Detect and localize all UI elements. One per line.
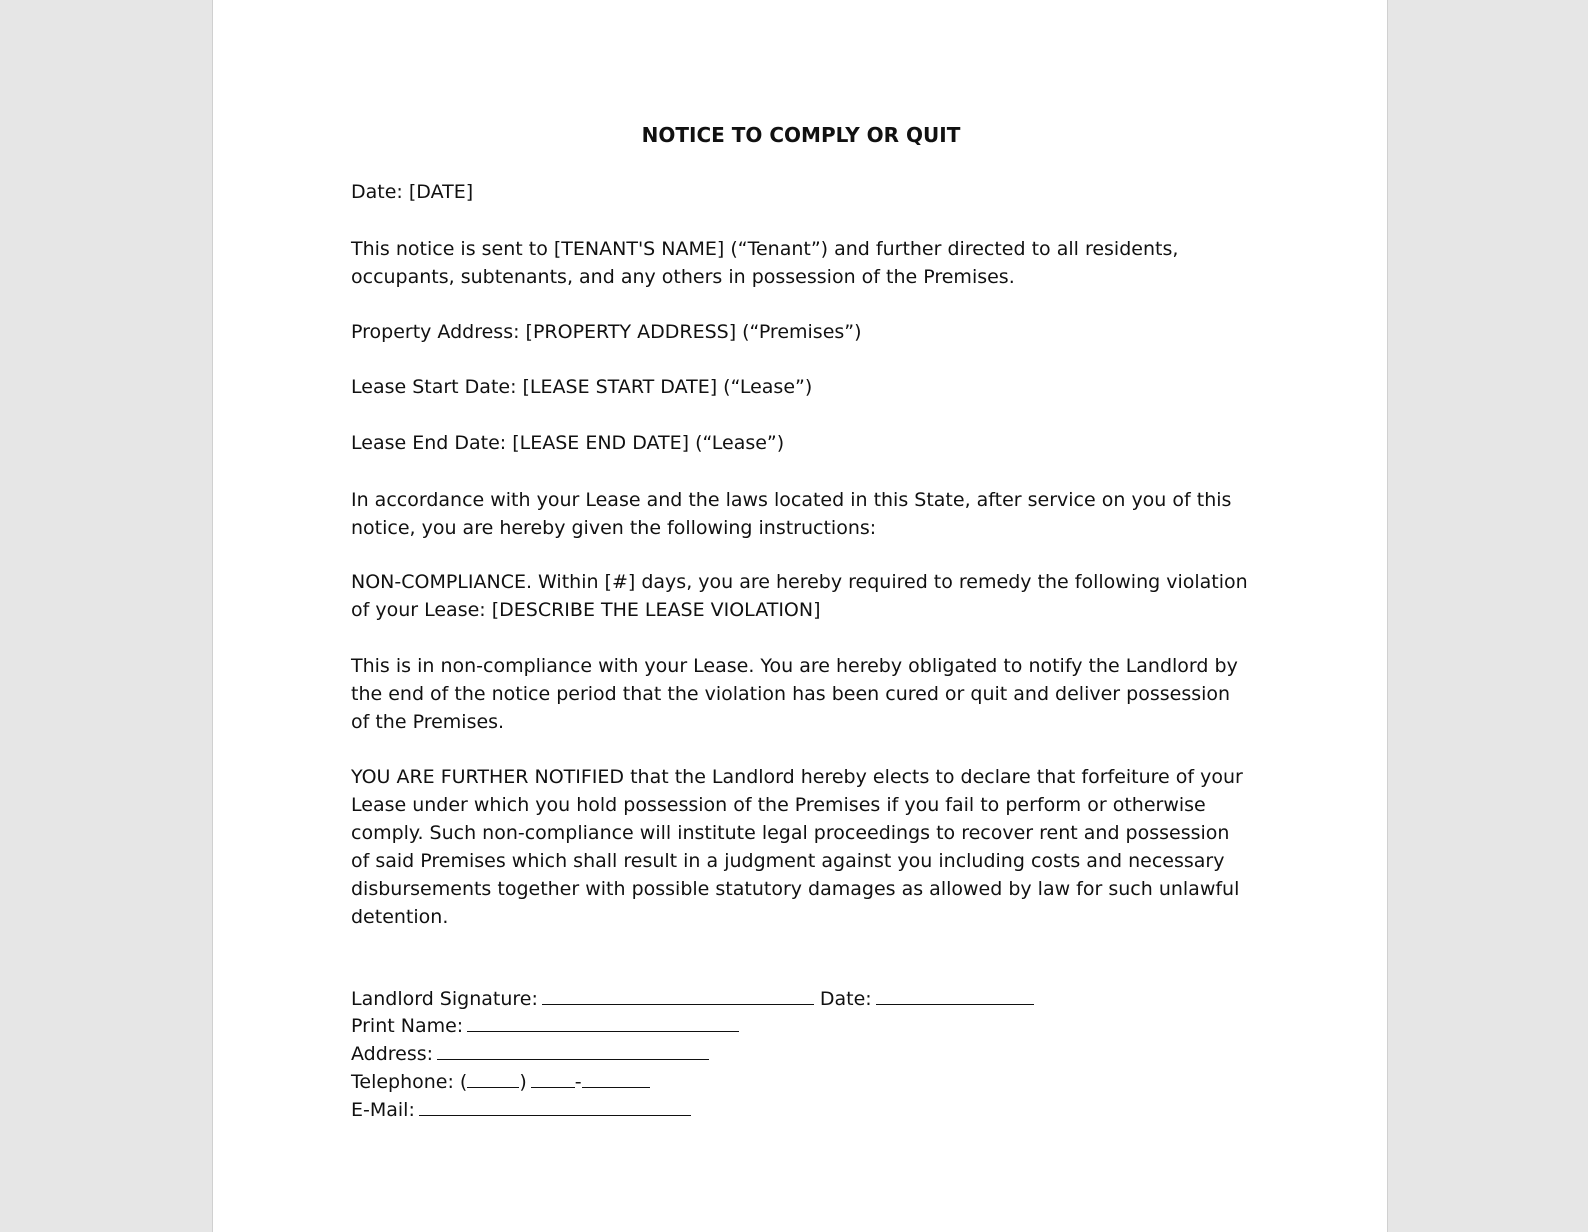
telephone-prefix-field[interactable] — [531, 1069, 575, 1088]
email-label: E-Mail: — [351, 1099, 415, 1121]
document-title: NOTICE TO COMPLY OR QUIT — [641, 123, 961, 147]
telephone-label: Telephone: ( — [351, 1071, 468, 1093]
date-line: Date: [DATE] — [351, 181, 474, 203]
print-name-label: Print Name: — [351, 1015, 464, 1037]
paragraph-non-compliance: NON-COMPLIANCE. Within [#] days, you are hereby required to remedy the following violation of your Lease: [DESCRIBE THE LEASE VIOLATION] — [351, 571, 1248, 621]
print-name-field[interactable] — [467, 1013, 739, 1032]
paragraph-tenant-notice: This notice is sent to [TENANT'S NAME] (“Tenant”) and further directed to all residents, occupants, subtenants, and any others in possession of the Premises. — [351, 238, 1179, 288]
signature-date-field[interactable] — [876, 986, 1034, 1005]
paragraph-further-notified: YOU ARE FURTHER NOTIFIED that the Landlord hereby elects to declare that forfeiture of your Lease under which you hold possession of the Premises if you fail to perform or otherwise comply. Such non-compliance will institute legal proceedings to recover rent and possession of said Premises which shall result in a judgment against you including costs and necessary disbursements together with possible statutory damages as allowed by law for such unlawful detention. — [351, 766, 1243, 928]
landlord-signature-row — [351, 985, 1034, 1013]
telephone-area-code-field[interactable] — [467, 1069, 519, 1088]
paragraph-accordance: In accordance with your Lease and the laws located in this State, after service on you of this notice, you are hereby given the following instructions: — [351, 489, 1232, 539]
email-row — [351, 1096, 691, 1124]
print-name-row — [351, 1012, 739, 1040]
document-page — [212, 0, 1388, 1232]
paragraph-lease-start: Lease Start Date: [LEASE START DATE] (“Lease”) — [351, 376, 813, 398]
telephone-row — [351, 1068, 650, 1096]
landlord-signature-field[interactable] — [542, 986, 814, 1005]
paragraph-obligation: This is in non-compliance with your Lease. You are hereby obligated to notify the Landlord by the end of the notice period that the violation has been cured or quit and deliver possession of the Premises. — [351, 655, 1238, 733]
telephone-dash: - — [574, 1071, 582, 1093]
email-field[interactable] — [419, 1097, 691, 1116]
signature-date-label: Date: — [819, 988, 872, 1010]
paragraph-property-address: Property Address: [PROPERTY ADDRESS] (“Premises”) — [351, 321, 862, 343]
address-label: Address: — [351, 1043, 434, 1065]
landlord-signature-label: Landlord Signature: — [351, 988, 538, 1010]
telephone-line-number-field[interactable] — [582, 1069, 650, 1088]
address-field[interactable] — [437, 1041, 709, 1060]
address-row — [351, 1040, 709, 1068]
telephone-close-paren: ) — [519, 1071, 527, 1093]
paragraph-lease-end: Lease End Date: [LEASE END DATE] (“Lease”) — [351, 432, 785, 454]
